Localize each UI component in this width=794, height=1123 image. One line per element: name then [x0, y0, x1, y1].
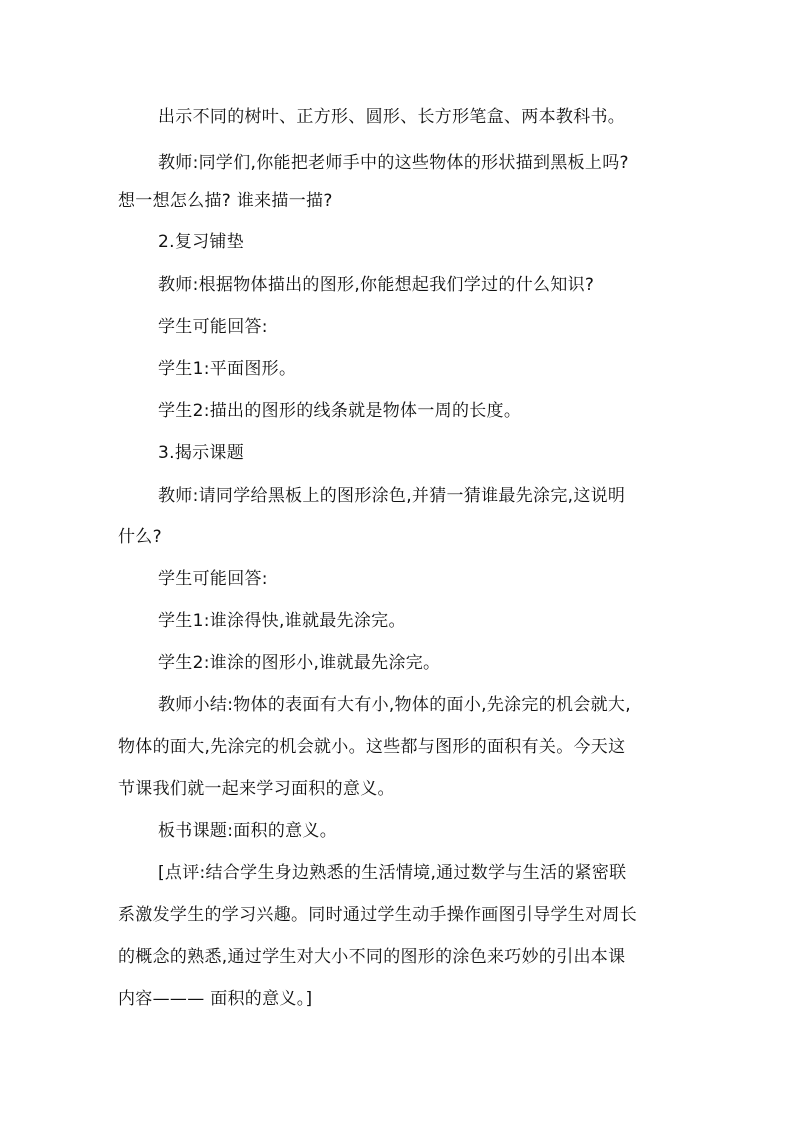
paragraph-comment-cont-1: 系激发学生的学习兴趣。同时通过学生动手操作画图引导学生对周长	[118, 905, 637, 925]
paragraph-comment-cont-3: 内容——— 面积的意义。]	[118, 989, 313, 1009]
section-heading-review: 2.复习铺垫	[158, 232, 245, 252]
paragraph-student-2: 学生2:描出的图形的线条就是物体一周的长度。	[158, 401, 522, 421]
paragraph-teacher-coloring: 教师:请同学给黑板上的图形涂色,并猜一猜谁最先涂完,这说明	[158, 486, 626, 506]
paragraph-possible-answers: 学生可能回答:	[158, 317, 268, 337]
paragraph-comment-cont-2: 的概念的熟悉,通过学生对大小不同的图形的涂色来巧妙的引出本课	[118, 947, 626, 967]
paragraph-teacher-summary-cont-1: 物体的面大,先涂完的机会就小。这些都与图形的面积有关。今天这	[118, 737, 626, 757]
paragraph-student-1-b: 学生1:谁涂得快,谁就最先涂完。	[158, 611, 406, 631]
paragraph-teacher-coloring-cont: 什么?	[118, 527, 162, 547]
paragraph-possible-answers-2: 学生可能回答:	[158, 569, 268, 589]
section-heading-topic: 3.揭示课题	[158, 443, 245, 463]
paragraph-board-title: 板书课题:面积的意义。	[158, 821, 338, 841]
paragraph-teacher-question-cont: 想一想怎么描? 谁来描一描?	[118, 191, 333, 211]
paragraph-teacher-summary: 教师小结:物体的表面有大有小,物体的面小,先涂完的机会就大,	[158, 695, 631, 715]
paragraph-materials: 出示不同的树叶、正方形、圆形、长方形笔盒、两本教科书。	[158, 107, 626, 127]
paragraph-student-2-b: 学生2:谁涂的图形小,谁就最先涂完。	[158, 653, 441, 673]
paragraph-student-1: 学生1:平面图形。	[158, 359, 297, 379]
paragraph-comment: [点评:结合学生身边熟悉的生活情境,通过数学与生活的紧密联	[158, 863, 627, 883]
paragraph-teacher-prompt: 教师:根据物体描出的图形,你能想起我们学过的什么知识?	[158, 275, 595, 295]
paragraph-teacher-question: 教师:同学们,你能把老师手中的这些物体的形状描到黑板上吗?	[158, 153, 629, 173]
paragraph-teacher-summary-cont-2: 节课我们就一起来学习面积的意义。	[118, 779, 395, 799]
